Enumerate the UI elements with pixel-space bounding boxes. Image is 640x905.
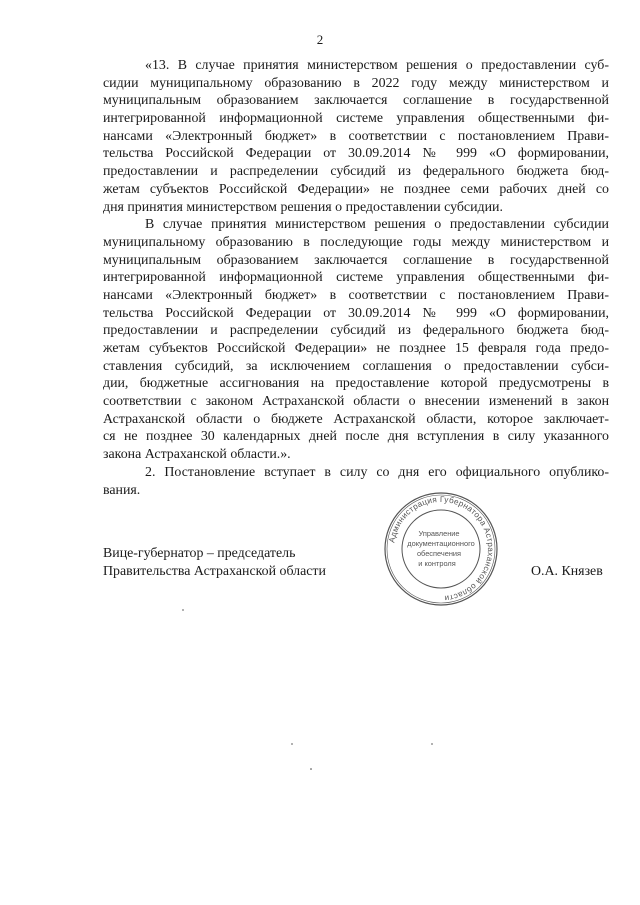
text-line: В случае принятия министерством решения о предоставлении субсидии [145,217,609,233]
text-line: закона Астраханской области.». [103,447,291,463]
signatory-position [103,545,326,581]
page-number: 2 [316,32,324,47]
scan-speck [291,743,293,745]
text-line: ставления субсидий, за исключением соглашения о предоставлении субси- [103,358,609,374]
text-line: муниципальным образованием заключается соглашение в государственной [103,252,609,268]
text-line: сидии муниципальному образованию в 2022 году между министерством и [103,75,609,91]
text-line: тельства Российской Федерации от 30.09.2014 № 999 «О формировании, [103,305,609,321]
text-line: муниципальным образованием заключается соглашение в государственной [103,93,609,109]
stamp-center-line: документационного [407,539,475,548]
scan-speck [310,768,312,770]
stamp-center-line: и контроля [418,559,456,568]
text-line: интегрированной информационной системе управления общественными фи- [103,270,609,286]
stamp-seal-icon [382,490,500,608]
stamp-center-line: Управление [418,529,460,538]
text-line: нансами «Электронный бюджет» в соответствии с постановлением Прави- [103,287,609,303]
paragraph-effective-date [103,464,609,499]
scan-speck [182,609,184,611]
paragraph-subsequent-years [103,216,609,464]
text-line: Астраханской области о бюджете Астраханской области, которое заключает- [103,411,609,427]
text-line: предоставлении и распределении субсидий из федерального бюджета бюд- [103,164,609,180]
text-line: нансами «Электронный бюджет» в соответствии с постановлением Прави- [103,128,609,144]
text-line: предоставлении и распределении субсидий из федерального бюджета бюд- [103,323,609,339]
text-line: тельства Российской Федерации от 30.09.2014 № 999 «О формировании, [103,146,609,162]
text-line: жетам субъектов Российской Федерации» не позднее 15 февраля года предо- [103,341,609,357]
document-body [103,57,609,499]
text-line: муниципальному образованию в последующие годы между министерством и [103,234,609,250]
signatory-position-line: Правительства Астраханской области [103,564,326,579]
text-line: соответствии с законом Астраханской области о внесении изменений в закон [103,394,609,410]
text-line: интегрированной информационной системе управления общественными фи- [103,111,609,127]
text-line: дня принятия министерством решения о предоставлении субсидии. [103,199,503,215]
text-line: «13. В случае принятия министерством решения о предоставлении суб- [145,58,609,73]
text-line: вания. [103,482,141,498]
signatory-position-line: Вице-губернатор – председатель [103,546,296,561]
text-line: ся не позднее 30 календарных дней после дня вступления в силу указанного [103,429,609,445]
stamp-ring-text: Администрация Губернатора Астраханской области [387,494,496,603]
text-line: жетам субъектов Российской Федерации» не позднее семи рабочих дней со [103,181,609,197]
signatory-name: О.А. Князев [531,564,603,579]
text-line: дии, бюджетные ассигнования на предоставление которой предусмотрены в [103,376,609,392]
stamp-center-line: обеспечения [416,549,462,558]
official-stamp [382,490,500,608]
paragraph-13 [103,57,609,216]
scan-speck [431,743,433,745]
text-line: 2. Постановление вступает в силу со дня его официального опублико- [145,464,609,480]
